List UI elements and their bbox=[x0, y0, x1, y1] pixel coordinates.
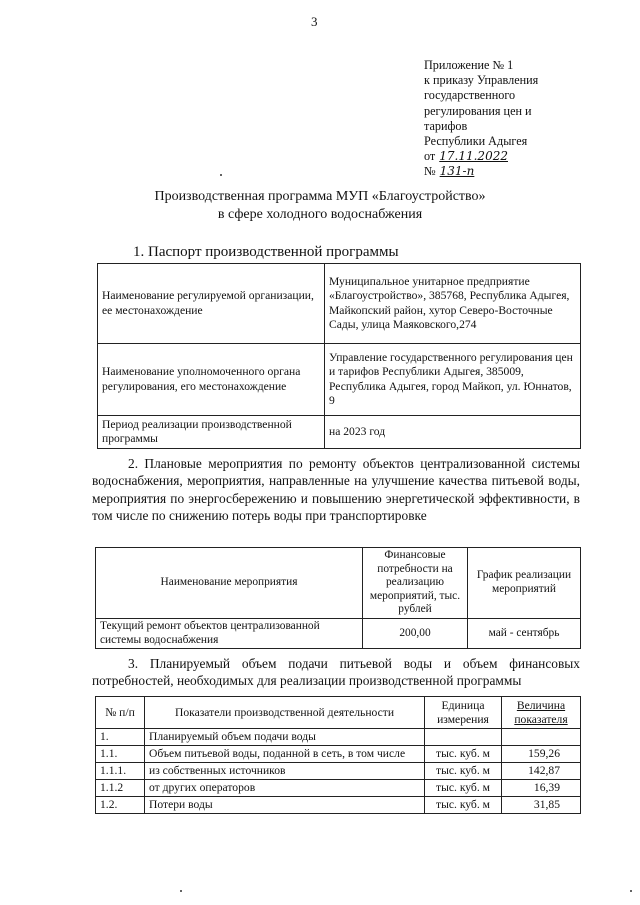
row-number: 1.1. bbox=[96, 746, 145, 763]
row-unit: тыс. куб. м bbox=[425, 746, 502, 763]
title-line-1: Производственная программа МУП «Благоустройство» bbox=[154, 189, 486, 204]
row-number: 1. bbox=[96, 729, 145, 746]
date-label: от bbox=[424, 149, 436, 164]
appendix-line: Республики Адыгея bbox=[424, 134, 528, 149]
table-row bbox=[96, 763, 581, 780]
activity-schedule: май - сентябрь bbox=[468, 618, 581, 648]
row-number: 1.1.2 bbox=[96, 780, 145, 797]
appendix-line: регулирования цен и bbox=[424, 103, 532, 118]
row-unit: тыс. куб. м bbox=[425, 780, 502, 797]
row-value: на 2023 год bbox=[325, 416, 581, 449]
appendix-line: тарифов bbox=[424, 118, 468, 133]
table-header-row bbox=[96, 697, 581, 729]
row-indicator: от других операторов bbox=[145, 780, 425, 797]
row-value bbox=[502, 729, 581, 746]
activity-name: Текущий ремонт объектов централизованной системы водоснабжения bbox=[96, 618, 363, 648]
row-value: 16,39 bbox=[502, 780, 581, 797]
activity-cost: 200,00 bbox=[363, 618, 468, 648]
section2-heading bbox=[92, 455, 580, 525]
section3-heading bbox=[92, 655, 580, 690]
page-number: 3 bbox=[311, 14, 318, 29]
appendix-block bbox=[424, 58, 624, 180]
appendix-line: к приказу Управления bbox=[424, 73, 539, 88]
row-value: Муниципальное унитарное предприятие «Благоустройство», 385768, Республика Адыгея, Майкопский район, хутор Северо-Восточные Сады, улица Маяковского,274 bbox=[325, 264, 581, 344]
header-cell: Наименование мероприятия bbox=[96, 548, 363, 619]
row-unit bbox=[425, 729, 502, 746]
row-indicator: Планируемый объем подачи воды bbox=[145, 729, 425, 746]
speck bbox=[630, 890, 632, 892]
header-cell: Единица измерения bbox=[425, 697, 502, 729]
handwritten-number: 131-п bbox=[439, 164, 475, 179]
table-header-row bbox=[96, 548, 581, 619]
row-label: Период реализации производственной программы bbox=[98, 416, 325, 449]
table-row bbox=[96, 797, 581, 814]
row-unit: тыс. куб. м bbox=[425, 763, 502, 780]
speck bbox=[180, 890, 182, 892]
number-label: № bbox=[424, 164, 436, 179]
document-title bbox=[0, 188, 640, 224]
table-row bbox=[98, 344, 581, 416]
row-unit: тыс. куб. м bbox=[425, 797, 502, 814]
row-indicator: из собственных источников bbox=[145, 763, 425, 780]
header-cell: № п/п bbox=[96, 697, 145, 729]
table-row bbox=[96, 780, 581, 797]
header-cell: Финансовые потребности на реализацию мероприятий, тыс. рублей bbox=[363, 548, 468, 619]
table-row bbox=[98, 264, 581, 344]
table-row bbox=[96, 729, 581, 746]
row-indicator: Объем питьевой воды, поданной в сеть, в том числе bbox=[145, 746, 425, 763]
passport-table bbox=[97, 263, 581, 449]
header-cell: Величина показателя bbox=[502, 697, 581, 729]
table-row bbox=[98, 416, 581, 449]
appendix-number-line bbox=[424, 164, 624, 179]
title-line-2: в сфере холодного водоснабжения bbox=[217, 207, 423, 222]
activities-table bbox=[95, 547, 581, 649]
appendix-date-line bbox=[424, 149, 624, 164]
appendix-line: государственного bbox=[424, 88, 516, 103]
row-value: 31,85 bbox=[502, 797, 581, 814]
row-number: 1.1.1. bbox=[96, 763, 145, 780]
appendix-line: Приложение № 1 bbox=[424, 58, 514, 72]
section2-heading-text: 2. Плановые мероприятия по ремонту объектов централизованной системы водоснабжения, мероприятия, направленные на улучшение качества питьевой воды, мероприятия по энергосбережению и повышению энергетической эффективности, в том числе по снижению потерь воды при транспортировке bbox=[92, 456, 580, 524]
table-row bbox=[96, 746, 581, 763]
row-label: Наименование регулируемой организации, ее местонахождение bbox=[98, 264, 325, 344]
row-value: 142,87 bbox=[502, 763, 581, 780]
row-label: Наименование уполномоченного органа регулирования, его местонахождение bbox=[98, 344, 325, 416]
handwritten-date: 17.11.2022 bbox=[439, 149, 508, 164]
row-value: Управление государственного регулирования цен и тарифов Республики Адыгея, 385009, Республика Адыгея, город Майкоп, ул. Юннатов, 9 bbox=[325, 344, 581, 416]
section3-heading-text: 3. Планируемый объем подачи питьевой воды и объем финансовых потребностей, необходимых для реализации производственной программы bbox=[92, 656, 580, 689]
speck bbox=[220, 174, 222, 176]
row-value: 159,26 bbox=[502, 746, 581, 763]
row-number: 1.2. bbox=[96, 797, 145, 814]
header-cell: Показатели производственной деятельности bbox=[145, 697, 425, 729]
header-cell: График реализации мероприятий bbox=[468, 548, 581, 619]
table-row bbox=[96, 618, 581, 648]
row-indicator: Потери воды bbox=[145, 797, 425, 814]
volume-table bbox=[95, 696, 581, 814]
section1-heading: 1. Паспорт производственной программы bbox=[133, 244, 399, 260]
